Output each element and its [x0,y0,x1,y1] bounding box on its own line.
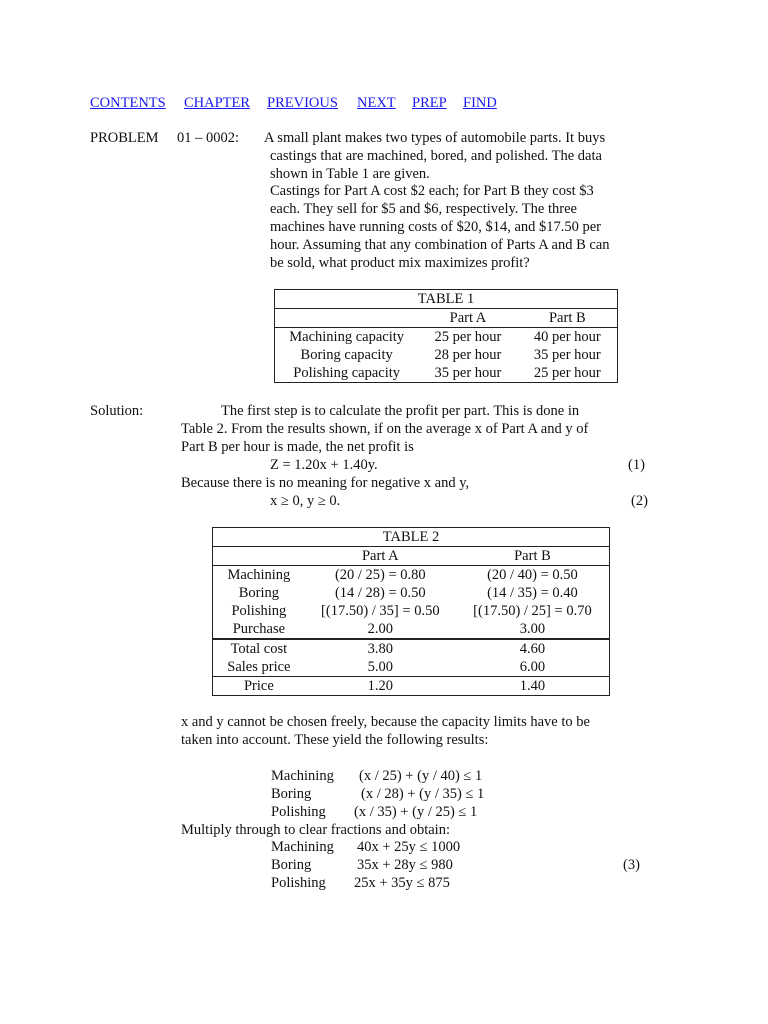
table-cell: Purchase [213,620,305,639]
table-header-cell: Part B [518,309,618,328]
constraint-label: Machining [271,839,334,855]
table-header-row [213,547,610,566]
nav-chapter-link[interactable]: CHAPTER [184,95,251,111]
table-cell: 1.20 [367,678,393,694]
table-cell: 6.00 [456,658,610,677]
table-cell: (20 / 40) = 0.50 [487,567,578,583]
table-cell: 35 per hour [533,347,601,363]
equation-number: (1) [628,457,645,473]
table-cell: (14 / 28) = 0.50 [334,585,426,601]
nav-previous-link[interactable]: PREVIOUS [267,95,338,111]
table-header-row [275,309,618,328]
constraint-label: Polishing [271,875,326,891]
constraints-text-line: Multiply through to clear fractions and obtain: [181,822,450,838]
equation-number: (3) [623,857,640,873]
constraints-text-line: taken into account. These yield the following results: [181,732,489,748]
table-header-cell: Part B [456,547,610,566]
table-cell: [(17.50) / 25] = 0.70 [473,603,592,619]
table-header-cell: Part A [418,309,517,328]
problem-text-line: castings that are machined, bored, and polished. The data [270,148,602,164]
problem-text-line: be sold, what product mix maximizes profit? [270,255,530,271]
table-2 [212,527,610,696]
table-cell: Price [243,678,274,694]
table-cell: 2.00 [305,620,456,639]
table-cell: Boring [238,585,280,601]
table-cell: 1.40 [519,678,546,694]
table-row [213,620,610,639]
problem-text-line: Castings for Part A cost $2 each; for Part B they cost $3 [270,183,594,199]
constraint-expression: 40x + 25y ≤ 1000 [357,839,461,855]
table-cell: 40 per hour [533,329,601,345]
table-row [275,346,618,364]
problem-text-line: hour. Assuming that any combination of Parts A and B can [270,237,610,253]
table-cell: [(17.50) / 35] = 0.50 [321,603,440,619]
table-1 [274,289,618,383]
table-header-cell [213,547,305,566]
table-cell: 3.00 [456,620,610,639]
nav-next-link[interactable]: NEXT [357,95,396,111]
solution-text-line: Part B per hour is made, the net profit is [181,439,414,455]
constraint-label: Boring [271,857,312,873]
table-cell: 25 per hour [434,329,502,345]
table-cell: 5.00 [305,658,456,677]
table-row [213,584,610,602]
table-row [275,364,618,383]
constraint-expression: (x / 35) + (y / 25) ≤ 1 [354,804,478,820]
table-cell: Total cost [230,641,288,657]
equation-number: (2) [631,493,648,509]
table-title: TABLE 2 [213,528,610,547]
table-row [213,658,610,677]
table-cell: 28 per hour [434,347,502,363]
table-cell: Sales price [213,658,305,677]
table-cell: (14 / 35) = 0.40 [487,585,578,601]
table-row [213,602,610,620]
problem-text-line: machines have running costs of $20, $14, and $17.50 per [270,219,602,235]
table-cell: 35 per hour [434,365,502,381]
table-header-cell: Part A [305,547,456,566]
table-cell: Polishing [231,603,287,619]
solution-text-line: The first step is to calculate the profit per part. This is done in [221,403,580,419]
problem-label: PROBLEM [90,130,159,146]
constraint-label: Boring [271,786,312,802]
constraint-expression: (x / 28) + (y / 35) ≤ 1 [361,786,485,802]
equation: Z = 1.20x + 1.40y. [270,457,378,473]
table-title: TABLE 1 [275,290,618,309]
table-cell: Boring capacity [300,347,393,363]
nav-contents-link[interactable]: CONTENTS [90,95,166,111]
table-row [213,566,610,585]
solution-text-line: Because there is no meaning for negative x and y, [181,475,470,491]
constraint-expression: (x / 25) + (y / 40) ≤ 1 [359,768,483,784]
table-row [213,677,610,696]
equation: x ≥ 0, y ≥ 0. [270,493,341,509]
problem-text-line: shown in Table 1 are given. [270,166,430,182]
nav-prep-link[interactable]: PREP [412,95,447,111]
table-row [213,639,610,658]
table-cell: 25 per hour [533,365,601,381]
table-cell: Machining capacity [289,329,405,345]
constraint-expression: 35x + 28y ≤ 980 [357,857,453,873]
table-cell: Machining [227,567,291,583]
constraints-text-line: x and y cannot be chosen freely, because the capacity limits have to be [181,714,590,730]
nav-find-link[interactable]: FIND [463,95,497,111]
table-cell: (20 / 25) = 0.80 [334,567,426,583]
table-cell: 3.80 [367,641,393,657]
table-cell: Polishing capacity [293,365,400,381]
problem-text-line: A small plant makes two types of automobile parts. It buys [264,130,606,146]
table-header-cell [275,309,419,328]
solution-label: Solution: [90,403,144,419]
problem-text-line: each. They sell for $5 and $6, respectively. The three [270,201,577,217]
constraint-label: Polishing [271,804,326,820]
constraint-expression: 25x + 35y ≤ 875 [354,875,450,891]
problem-number: 01 – 0002: [177,130,240,146]
table-row [275,328,618,347]
solution-text-line: Table 2. From the results shown, if on the average x of Part A and y of [181,421,589,437]
table-cell: 4.60 [519,641,546,657]
constraint-label: Machining [271,768,334,784]
